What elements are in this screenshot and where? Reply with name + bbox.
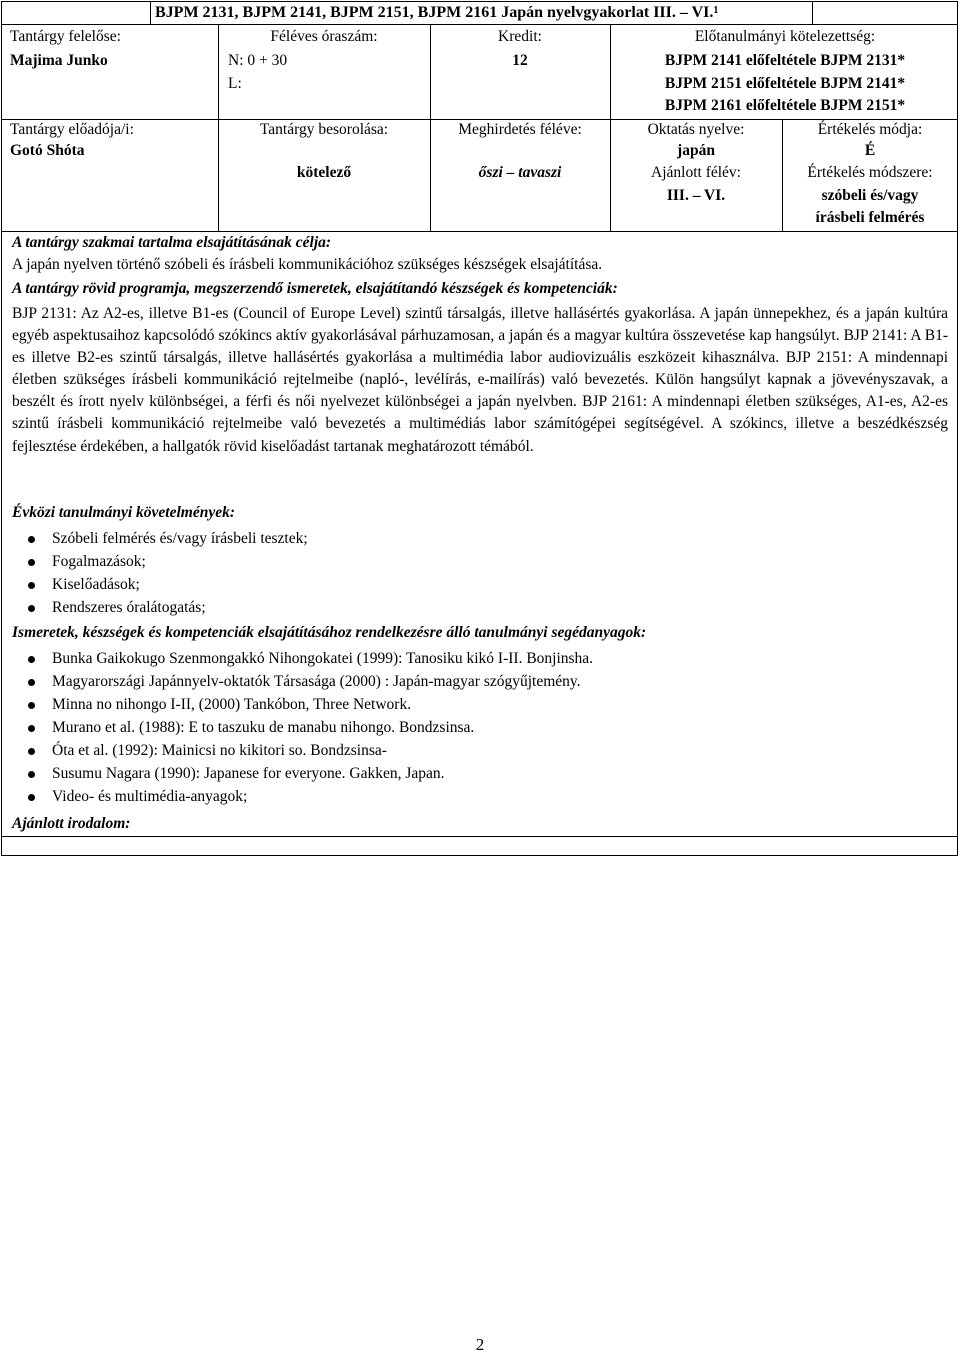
list-item: Fogalmazások;	[12, 551, 308, 574]
bullet-icon	[28, 794, 35, 801]
nyelv-value: japán	[677, 142, 715, 159]
bullet-icon	[28, 748, 35, 755]
ertekeles-modszere-value-2: írásbeli felmérés	[815, 209, 925, 226]
bullet-icon	[28, 702, 35, 709]
elotan-value-2: BJPM 2151 előfeltétele BJPM 2141*	[664, 75, 906, 92]
nyelv-label: Oktatás nyelve:	[647, 121, 745, 138]
list-item: Bunka Gaikokugo Szenmongakkó Nihongokatei (1999): Tanosiku kikó I-II. Bonjinsha.	[12, 648, 593, 671]
cel-text: A japán nyelven történő szóbeli és írásbeli kommunikációhoz szükséges készségek elsajátítása.	[12, 256, 603, 273]
bullet-icon	[28, 582, 35, 589]
kredit-label: Kredit:	[498, 28, 542, 45]
course-title: BJPM 2131, BJPM 2141, BJPM 2151, BJPM 2161 Japán nyelvgyakorlat III. – VI.$^1$	[155, 4, 719, 21]
header-divider	[1, 24, 958, 25]
bullet-icon	[28, 656, 35, 663]
oraszam-l: L:	[228, 75, 242, 92]
bullet-icon	[28, 771, 35, 778]
elotan-value-1: BJPM 2141 előfeltétele BJPM 2131*	[664, 52, 906, 69]
eloado-value: Gotó Shóta	[10, 142, 85, 159]
bullet-icon	[28, 605, 35, 612]
oraszam-n: N: 0 + 30	[228, 52, 288, 69]
bullet-icon	[28, 725, 35, 732]
program-paragraph: BJP 2131: Az A2-es, illetve B1-es (Council of Europe Level) szintű társalgás, illetve hallásértés gyakorlása. A japán ünnepekhez, és a japán kultúra egyéb aspektusaihoz kapcsolódó szókincs aktív gyakorlásával párhuzamosan, a japán és a magyar kultúra összevetése kap hangsúlyt. BJP 2141: A B1-es illetve B2-es szintű társalgás, illetve hallásértés gyakorlása a multimédia labor audiovizuális eszközeit kihasználva. BJP 2151: A mindennapi életben szükséges írásbeli kommunikáció rejtelmeibe (napló-, levélírás, e-mailírás) való bevezetés. Külön hangsúlyt kapnak a jövevényszavak, a beszélt és írott nyelv különbségei, a férfi és női nyelvezet különbségei a japán nyelvben. BJP 2161: A mindennapi életben szükséges, A1-es, A2-es szintű írásbeli kommunikáció rejtelmeibe való bevezetés a multimédiás labor számítógépei segítségével. A szókincs, illetve a beszédkészség fejlesztése érdekében, a hallgatók rövid kiselőadást tartanak meghatározott témából.	[12, 305, 948, 455]
elotan-label: Előtanulmányi kötelezettség:	[694, 28, 876, 45]
felelos-label: Tantárgy felelőse:	[10, 28, 121, 45]
segedanyag-title: Ismeretek, készségek és kompetenciák elsajátításához rendelkezésre álló tanulmányi segédanyagok:	[12, 624, 647, 641]
list-item: Kiselőadások;	[12, 574, 308, 597]
evkozi-list	[12, 528, 308, 620]
ertekeles-modja-value: É	[864, 142, 876, 159]
page-number: 2	[475, 1335, 485, 1354]
list-item: Murano et al. (1988): E to taszuku de manabu nihongo. Bondzsinsa.	[12, 717, 593, 740]
besorolas-label: Tantárgy besorolása:	[259, 121, 389, 138]
ajanlott-label: Ajánlott félév:	[651, 164, 741, 181]
program-text	[12, 303, 948, 458]
evkozi-title: Évközi tanulmányi követelmények:	[12, 504, 236, 521]
segedanyag-list	[12, 648, 593, 809]
irodalom-title: Ajánlott irodalom:	[12, 815, 131, 832]
title-left-divider	[150, 1, 151, 24]
list-item: Minna no nihongo I-II, (2000) Tankóbon, Three Network.	[12, 694, 593, 717]
cel-title: A tantárgy szakmai tartalma elsajátításának célja:	[12, 234, 332, 251]
elotan-value-3: BJPM 2161 előfeltétele BJPM 2151*	[664, 97, 906, 114]
oraszam-label: Féléves óraszám:	[270, 28, 378, 45]
ertekeles-modszere-label: Értékelés módszere:	[807, 164, 933, 181]
footnote-mark: 1	[713, 5, 719, 16]
irodalom-divider	[1, 836, 958, 837]
meghirdetes-value: őszi – tavaszi	[478, 164, 562, 181]
kredit-value: 12	[512, 52, 528, 69]
bullet-icon	[28, 559, 35, 566]
ajanlott-value: III. – VI.	[666, 187, 726, 204]
ertekeles-modja-label: Értékelés módja:	[817, 121, 923, 138]
list-item: Rendszeres óralátogatás;	[12, 597, 308, 620]
felelos-value: Majima Junko	[10, 52, 108, 69]
program-title: A tantárgy rövid programja, megszerzendő ismeretek, elsajátítandó készségek és kompetenciák:	[12, 280, 618, 297]
list-item: Szóbeli felmérés és/vagy írásbeli tesztek;	[12, 528, 308, 551]
list-item: Magyarországi Japánnyelv-oktatók Társasága (2000) : Japán-magyar szógyűjtemény.	[12, 671, 593, 694]
bullet-icon	[28, 536, 35, 543]
meghirdetes-label: Meghirdetés féléve:	[458, 121, 582, 138]
list-item: Óta et al. (1992): Mainicsi no kikitori so. Bondzsinsa-	[12, 740, 593, 763]
title-right-divider	[812, 1, 813, 24]
list-item: Susumu Nagara (1990): Japanese for everyone. Gakken, Japan.	[12, 763, 593, 786]
list-item: Video- és multimédia-anyagok;	[12, 786, 593, 809]
bullet-icon	[28, 679, 35, 686]
ertekeles-modszere-value-1: szóbeli és/vagy	[821, 187, 919, 204]
eloado-label: Tantárgy előadója/i:	[10, 121, 134, 138]
besorolas-value: kötelező	[296, 164, 352, 181]
